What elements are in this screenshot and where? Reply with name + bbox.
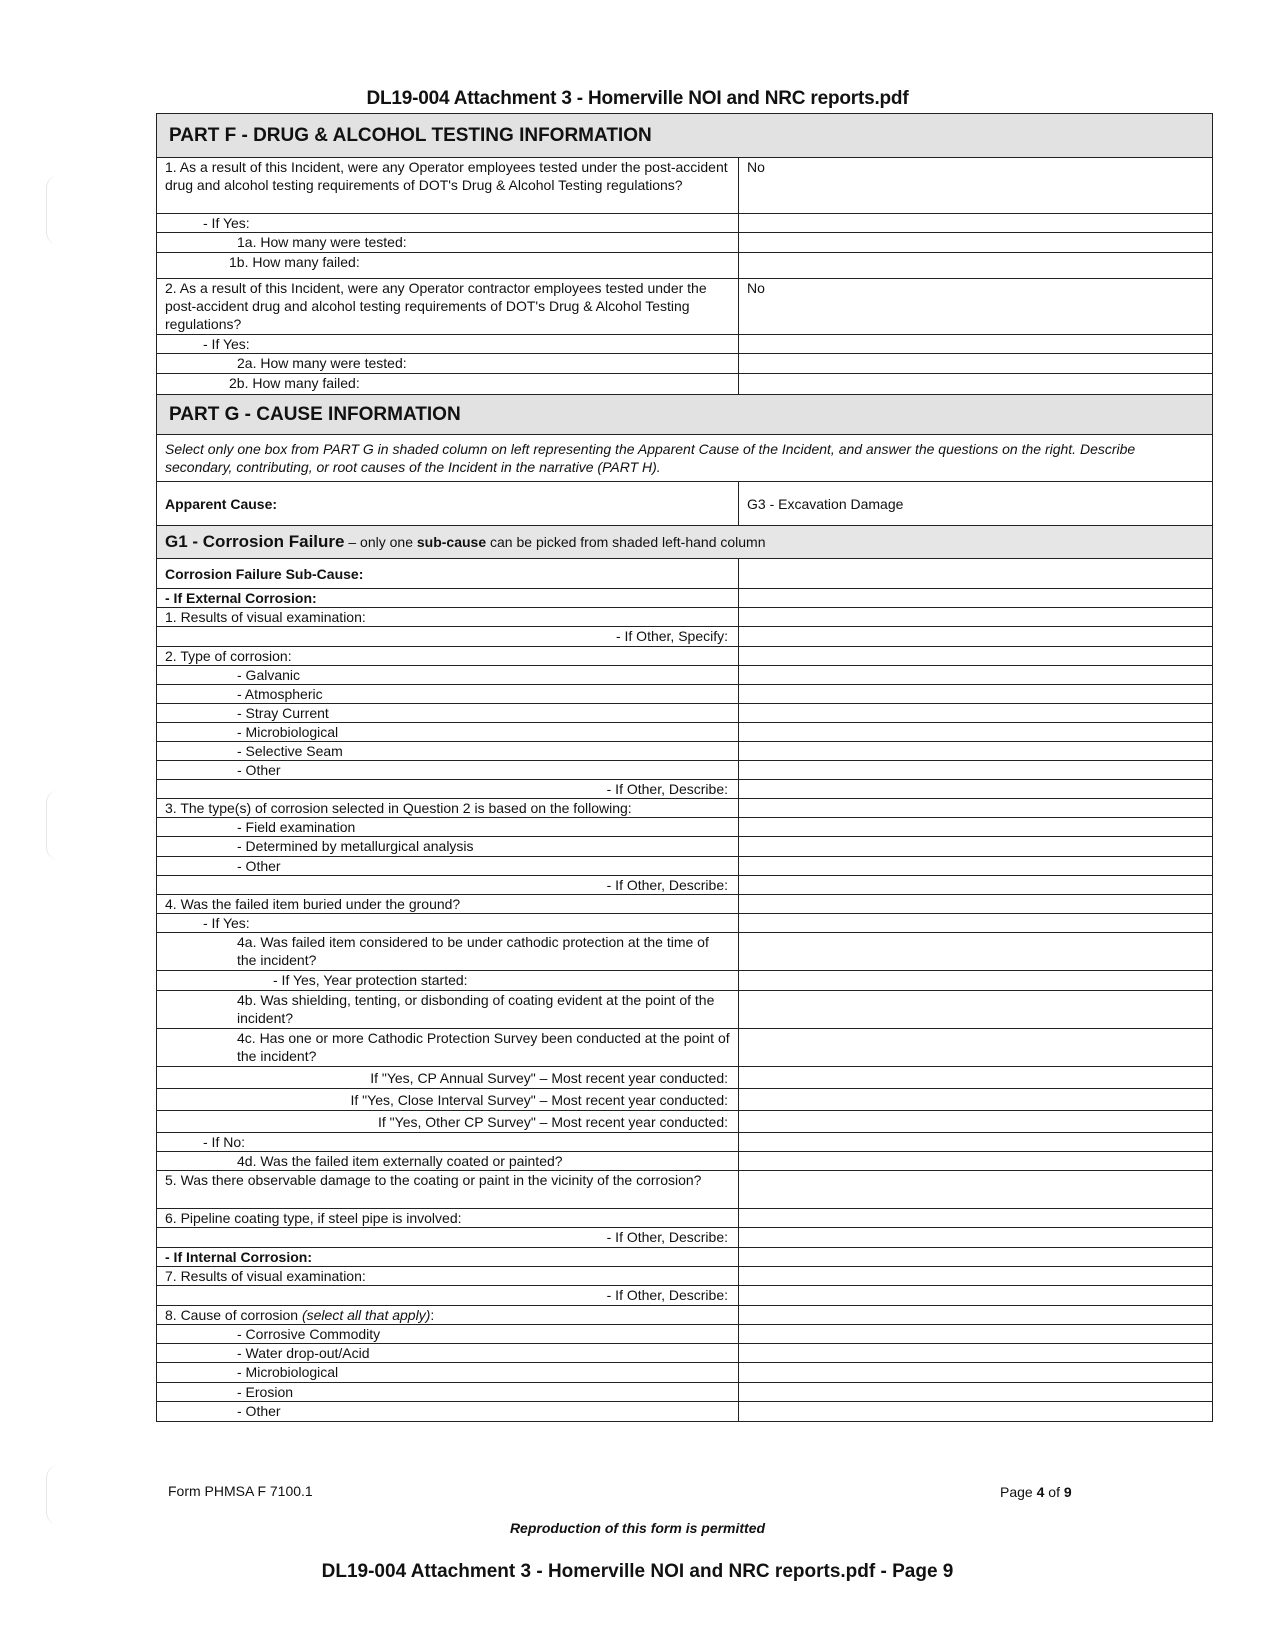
part-f-q2-if-yes: - If Yes:	[157, 335, 739, 354]
g1-q4a-year: - If Yes, Year protection started:	[157, 971, 739, 991]
answer-cell	[739, 857, 1213, 876]
answer-cell	[739, 685, 1213, 704]
g1-title: G1 - Corrosion Failure	[165, 532, 345, 551]
scan-artifact	[46, 790, 59, 860]
g1-q2-microbiological: - Microbiological	[157, 723, 739, 742]
answer-cell	[739, 933, 1213, 971]
part-f-q2: 2. As a result of this Incident, were any Operator contractor employees tested under the post-accident drug and alcohol testing requirements of DOT's Drug & Alcohol Testing regulations?	[157, 279, 739, 335]
part-f-q1b: 1b. How many failed:	[157, 253, 739, 279]
part-f-q2b: 2b. How many failed:	[157, 374, 739, 395]
document-page-footer: DL19-004 Attachment 3 - Homerville NOI and NRC reports.pdf - Page 9	[321, 1561, 954, 1582]
answer-cell	[739, 589, 1213, 608]
g1-q4c: 4c. Has one or more Cathodic Protection Survey been conducted at the point of the incident?	[157, 1029, 739, 1067]
answer-cell	[739, 233, 1213, 253]
answer-cell	[739, 780, 1213, 799]
g1-q4b: 4b. Was shielding, tenting, or disbonding of coating evident at the point of the incident?	[157, 991, 739, 1029]
g1-heading-text: – only one	[344, 534, 417, 550]
g1-q2-other-describe: - If Other, Describe:	[157, 780, 739, 799]
g1-q4-if-yes: - If Yes:	[157, 914, 739, 933]
answer-cell	[739, 666, 1213, 685]
answer-cell	[739, 627, 1213, 647]
g1-q8-erosion: - Erosion	[157, 1383, 739, 1402]
answer-cell	[739, 647, 1213, 666]
g1-q8-hint: (select all that apply)	[301, 1307, 431, 1323]
answer-cell	[739, 214, 1213, 233]
g1-q4-if-no: - If No:	[157, 1133, 739, 1152]
part-g-instruction: Select only one box from PART G in shaded column on left representing the Apparent Cause of the Incident, and answer the questions on the right. Describe secondary, contributing, or root causes of the Incident in the narrative (PART H).	[157, 435, 1213, 482]
g1-q3-metallurgical: - Determined by metallurgical analysis	[157, 837, 739, 857]
answer-cell	[739, 1089, 1213, 1111]
answer-cell	[739, 253, 1213, 279]
answer-cell	[739, 374, 1213, 395]
answer-cell	[739, 608, 1213, 627]
g1-q8-text: 8. Cause of corrosion	[165, 1307, 302, 1323]
answer-cell	[739, 1133, 1213, 1152]
g1-q2-atmospheric: - Atmospheric	[157, 685, 739, 704]
answer-cell	[739, 1029, 1213, 1067]
answer-cell	[739, 559, 1213, 589]
g1-q8	[157, 1306, 739, 1325]
answer-cell	[739, 1344, 1213, 1363]
g1-q3-field: - Field examination	[157, 818, 739, 837]
g1-q1-other: - If Other, Specify:	[157, 627, 739, 647]
page-of: of	[1044, 1484, 1064, 1500]
g1-q4c-other-survey: If "Yes, Other CP Survey" – Most recent year conducted:	[157, 1111, 739, 1133]
g1-q6-other: - If Other, Describe:	[157, 1228, 739, 1248]
page-prefix: Page	[1000, 1484, 1037, 1500]
g1-heading-subcause: sub-cause	[416, 534, 487, 550]
part-g-heading: PART G - CAUSE INFORMATION	[157, 395, 1213, 435]
answer-cell	[739, 1325, 1213, 1344]
part-f-q1: 1. As a result of this Incident, were any Operator employees tested under the post-accident drug and alcohol testing requirements of DOT's Drug & Alcohol Testing regulations?	[157, 158, 739, 214]
page-number: 4	[1036, 1484, 1045, 1500]
g1-q8-microbiological: - Microbiological	[157, 1363, 739, 1383]
g1-q4c-close-interval: If "Yes, Close Interval Survey" – Most recent year conducted:	[157, 1089, 739, 1111]
form-table	[156, 113, 1213, 1422]
part-f-q1-answer: No	[739, 158, 1213, 214]
g1-q8-corrosive: - Corrosive Commodity	[157, 1325, 739, 1344]
answer-cell	[739, 799, 1213, 818]
g1-q4: 4. Was the failed item buried under the ground?	[157, 895, 739, 914]
answer-cell	[739, 1363, 1213, 1383]
g1-q2-other: - Other	[157, 761, 739, 780]
answer-cell	[739, 1286, 1213, 1306]
answer-cell	[739, 818, 1213, 837]
g1-q2-stray-current: - Stray Current	[157, 704, 739, 723]
part-f-q2-answer: No	[739, 279, 1213, 335]
scan-artifact	[46, 175, 59, 245]
answer-cell	[739, 335, 1213, 354]
g1-q7-other: - If Other, Describe:	[157, 1286, 739, 1306]
answer-cell	[739, 742, 1213, 761]
answer-cell	[739, 1209, 1213, 1228]
g1-heading	[157, 526, 1213, 559]
page-indicator	[1000, 1484, 1072, 1500]
answer-cell	[739, 354, 1213, 374]
g1-q3: 3. The type(s) of corrosion selected in Question 2 is based on the following:	[157, 799, 739, 818]
g1-q4a: 4a. Was failed item considered to be under cathodic protection at the time of the incident?	[157, 933, 739, 971]
answer-cell	[739, 1267, 1213, 1286]
g1-q8-colon: :	[430, 1307, 435, 1323]
answer-cell	[739, 1171, 1213, 1209]
g1-q7: 7. Results of visual examination:	[157, 1267, 739, 1286]
scan-artifact	[46, 1465, 59, 1525]
g1-q1: 1. Results of visual examination:	[157, 608, 739, 627]
reproduction-notice: Reproduction of this form is permitted	[509, 1520, 766, 1536]
answer-cell	[739, 1067, 1213, 1089]
part-f-heading: PART F - DRUG & ALCOHOL TESTING INFORMATION	[157, 114, 1213, 158]
part-f-q2a: 2a. How many were tested:	[157, 354, 739, 374]
answer-cell	[739, 761, 1213, 780]
answer-cell	[739, 1111, 1213, 1133]
g1-heading-text: can be picked from shaded left-hand column	[486, 534, 766, 550]
corrosion-subcause-label: Corrosion Failure Sub-Cause:	[157, 559, 739, 589]
answer-cell	[739, 723, 1213, 742]
answer-cell	[739, 1402, 1213, 1422]
g1-q8-water: - Water drop-out/Acid	[157, 1344, 739, 1363]
g1-q5: 5. Was there observable damage to the coating or paint in the vicinity of the corrosion?	[157, 1171, 739, 1209]
g1-q2: 2. Type of corrosion:	[157, 647, 739, 666]
g1-q3-other-describe: - If Other, Describe:	[157, 876, 739, 895]
part-f-q1a: 1a. How many were tested:	[157, 233, 739, 253]
answer-cell	[739, 704, 1213, 723]
g1-q4d: 4d. Was the failed item externally coated or painted?	[157, 1152, 739, 1171]
answer-cell	[739, 991, 1213, 1029]
answer-cell	[739, 914, 1213, 933]
g1-q8-other: - Other	[157, 1402, 739, 1422]
page-total: 9	[1063, 1484, 1072, 1500]
answer-cell	[739, 1248, 1213, 1267]
answer-cell	[739, 1306, 1213, 1325]
answer-cell	[739, 895, 1213, 914]
answer-cell	[739, 1228, 1213, 1248]
g1-q4c-annual: If "Yes, CP Annual Survey" – Most recent year conducted:	[157, 1067, 739, 1089]
answer-cell	[739, 1383, 1213, 1402]
g1-q2-selective-seam: - Selective Seam	[157, 742, 739, 761]
apparent-cause-label: Apparent Cause:	[157, 482, 739, 526]
answer-cell	[739, 971, 1213, 991]
g1-q3-other: - Other	[157, 857, 739, 876]
answer-cell	[739, 1152, 1213, 1171]
g1-q6: 6. Pipeline coating type, if steel pipe is involved:	[157, 1209, 739, 1228]
answer-cell	[739, 876, 1213, 895]
answer-cell	[739, 837, 1213, 857]
internal-corrosion-label: - If Internal Corrosion:	[157, 1248, 739, 1267]
apparent-cause-value: G3 - Excavation Damage	[739, 482, 1213, 526]
part-f-q1-if-yes: - If Yes:	[157, 214, 739, 233]
g1-q2-galvanic: - Galvanic	[157, 666, 739, 685]
form-number: Form PHMSA F 7100.1	[168, 1483, 313, 1499]
external-corrosion-label: - If External Corrosion:	[157, 589, 739, 608]
document-title: DL19-004 Attachment 3 - Homerville NOI and NRC reports.pdf	[366, 88, 909, 109]
